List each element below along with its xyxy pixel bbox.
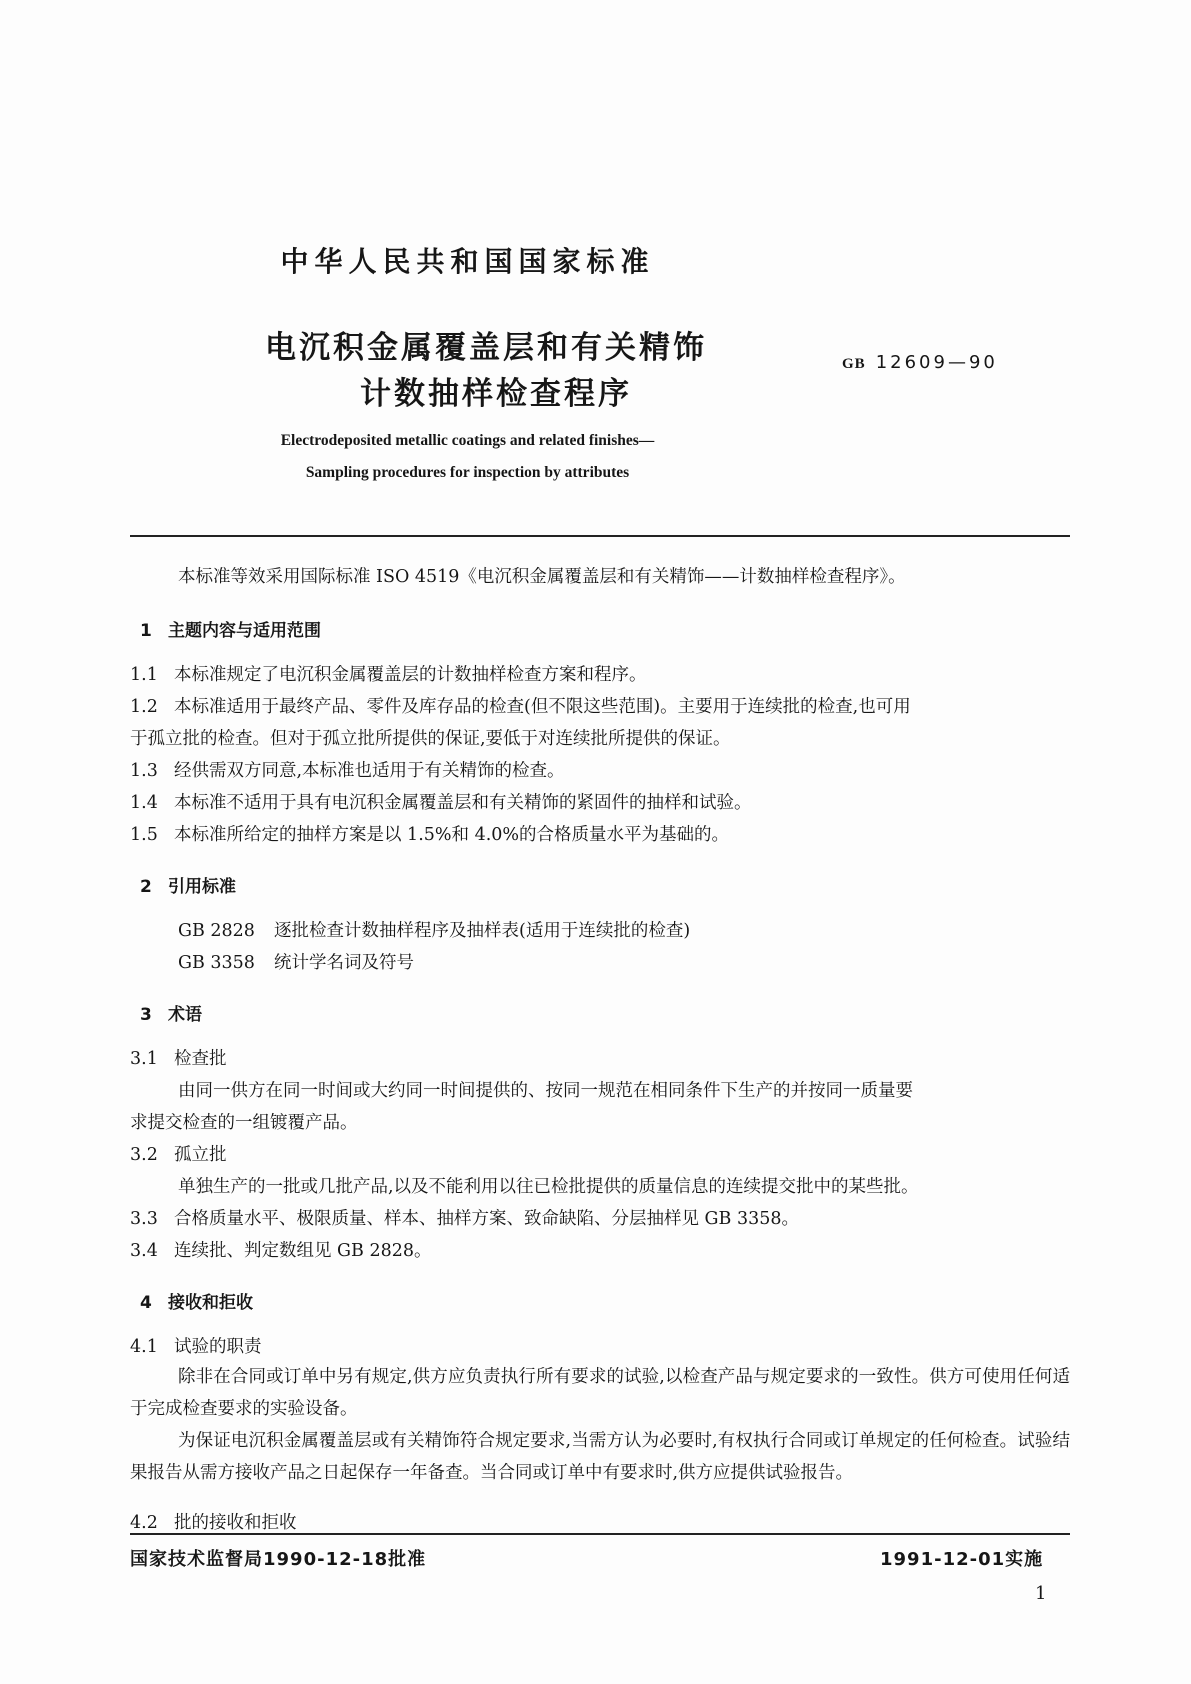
clause-1-2: 1.2 本标准适用于最终产品、零件及库存品的检查(但不限这些范围)。主要用于连续批的检查,也可用 xyxy=(130,697,911,717)
clause-4-1-heading: 4.1 试验的职责 xyxy=(130,1337,262,1357)
header-divider xyxy=(130,535,1070,537)
reference-1: GB 2828 逐批检查计数抽样程序及抽样表(适用于连续批的检查) xyxy=(178,921,691,941)
standard-code: 12609—90 xyxy=(875,352,998,373)
section-1-heading: 1 主题内容与适用范围 xyxy=(140,621,321,641)
clause-1-3: 1.3 经供需双方同意,本标准也适用于有关精饰的检查。 xyxy=(130,761,565,781)
intro-paragraph: 本标准等效采用国际标准 ISO 4519《电沉积金属覆盖层和有关精饰——计数抽样检查程序》。 xyxy=(178,567,906,587)
page-number: 1 xyxy=(1035,1583,1047,1604)
clause-1-2-cont: 于孤立批的检查。但对于孤立批所提供的保证,要低于对连续批所提供的保证。 xyxy=(130,729,731,749)
section-3-heading: 3 术语 xyxy=(140,1005,202,1025)
document-title-line1: 电沉积金属覆盖层和有关精饰 xyxy=(265,330,707,366)
effective-date: 1991-12-01实施 xyxy=(880,1549,1044,1570)
english-title-line2: Sampling procedures for inspection by attributes xyxy=(305,464,630,481)
term-3-1-text: 由同一供方在同一时间或大约同一时间提供的、按同一规范在相同条件下生产的并按同一质量要 xyxy=(178,1081,913,1101)
term-3-2-heading: 3.2 孤立批 xyxy=(130,1145,227,1165)
term-3-1-heading: 3.1 检查批 xyxy=(130,1049,227,1069)
approval-date: 国家技术监督局1990-12-18批准 xyxy=(130,1549,427,1570)
clause-4-2-heading: 4.2 批的接收和拒收 xyxy=(130,1513,297,1533)
section-4-heading: 4 接收和拒收 xyxy=(140,1293,253,1313)
term-3-3: 3.3 合格质量水平、极限质量、样本、抽样方案、致命缺陷、分层抽样见 GB 3358。 xyxy=(130,1209,799,1229)
reference-2: GB 3358 统计学名词及符号 xyxy=(178,953,414,973)
footer-divider xyxy=(130,1533,1070,1535)
standard-prefix: GB xyxy=(842,356,866,372)
clause-4-1-paragraph-1: 除非在合同或订单中另有规定,供方应负责执行所有要求的试验,以检查产品与规定要求的一致性。供方可使用任何适于完成检查要求的实验设备。 xyxy=(130,1367,1070,1419)
document-title-line2: 计数抽样检查程序 xyxy=(360,376,632,412)
standard-number xyxy=(842,352,998,373)
term-3-2-text: 单独生产的一批或几批产品,以及不能利用以往已检批提供的质量信息的连续提交批中的某些批。 xyxy=(178,1177,919,1197)
clause-4-1-paragraph-2: 为保证电沉积金属覆盖层或有关精饰符合规定要求,当需方认为必要时,有权执行合同或订单规定的任何检查。试验结果报告从需方接收产品之日起保存一年备查。当合同或订单中有要求时,供方应提供试验报告。 xyxy=(130,1431,1070,1483)
term-3-4: 3.4 连续批、判定数组见 GB 2828。 xyxy=(130,1241,432,1261)
clause-1-4: 1.4 本标准不适用于具有电沉积金属覆盖层和有关精饰的紧固件的抽样和试验。 xyxy=(130,793,752,813)
clause-1-5: 1.5 本标准所给定的抽样方案是以 1.5%和 4.0%的合格质量水平为基础的。 xyxy=(130,825,730,845)
term-3-1-text-cont: 求提交检查的一组镀覆产品。 xyxy=(130,1113,358,1133)
clause-1-1: 1.1 本标准规定了电沉积金属覆盖层的计数抽样检查方案和程序。 xyxy=(130,665,647,685)
national-standard-heading: 中华人民共和国国家标准 xyxy=(280,245,655,278)
section-2-heading: 2 引用标准 xyxy=(140,877,236,897)
english-title-line1: Electrodeposited metallic coatings and related finishes— xyxy=(280,432,655,449)
